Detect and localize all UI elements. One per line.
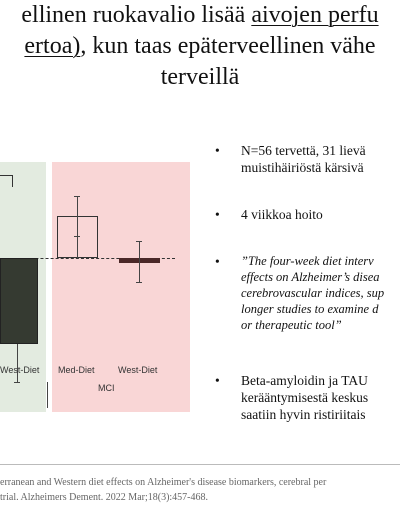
bullet-line: N=56 tervettä, 31 lievä <box>241 143 366 158</box>
title-line-1 <box>0 0 400 31</box>
errorbar-cap-mci-west-diet-top <box>136 241 142 242</box>
errorbar-cap-mci-med-diet-top <box>74 196 80 197</box>
bullet-marker: • <box>215 207 220 222</box>
bar-healthy-west-diet <box>0 258 38 344</box>
citation-line-2: trial. Alzheimers Dement. 2022 Mar;18(3):457-468. <box>0 492 209 503</box>
group-separator <box>47 382 48 408</box>
bullet-line: Beta-amyloidin ja TAU <box>241 373 368 388</box>
bullet-line: 4 viikkoa hoito <box>241 207 323 222</box>
bullet-text <box>241 253 400 333</box>
errorbar-cap-mci-med-diet-bottom <box>74 236 80 237</box>
bullet-line: longer studies to examine d <box>241 302 379 316</box>
bullet-line: saatiin hyvin ristiriitais <box>241 407 366 422</box>
title-line-2-text: , kun taas epäterveellinen vähe <box>80 33 376 59</box>
category-label-healthy-west-diet: West-Diet <box>0 365 40 375</box>
bullet-line: ”The four-week diet interv <box>241 254 374 268</box>
citation-line-1: erranean and Western diet effects on Alzheimer's disease biomarkers, cerebral per <box>0 477 327 488</box>
bullet-marker: • <box>215 143 220 158</box>
bullet-text <box>241 372 400 423</box>
bullet-marker: • <box>215 254 220 269</box>
bullet-line: or therapeutic tool” <box>241 318 342 332</box>
title-line-3: terveillä <box>160 64 240 90</box>
bullet-text <box>241 206 400 223</box>
bullet-line: cerebrovascular indices, sup <box>241 286 385 300</box>
bullet-marker: • <box>215 373 220 388</box>
significance-bracket-side <box>12 175 13 187</box>
footer-divider <box>0 464 400 465</box>
errorbar-cap-healthy-west-diet <box>14 382 20 383</box>
title-line-2 <box>0 31 400 62</box>
slide-title <box>0 0 400 93</box>
category-label-mci-med-diet: Med-Diet <box>58 365 95 375</box>
citation-footer <box>0 475 400 505</box>
bullet-text <box>241 142 400 176</box>
diet-effect-chart <box>0 162 190 412</box>
title-line-2-underlined: ertoa) <box>24 33 81 59</box>
errorbar-healthy-west-diet <box>17 344 18 382</box>
bullet-line: kerääntymisestä keskus <box>241 390 369 405</box>
title-line-1-text: ellinen ruokavalio lisää <box>21 2 252 28</box>
group-label-mci: MCI <box>98 383 115 393</box>
errorbar-mci-med-diet <box>77 196 78 258</box>
errorbar-mci-west-diet <box>139 241 140 282</box>
errorbar-cap-mci-west-diet-bottom <box>136 282 142 283</box>
bullet-line: muistihäiriöstä kärsivä <box>241 160 364 175</box>
title-line-1-underlined: aivojen perfu <box>251 2 379 28</box>
category-label-mci-west-diet: West-Diet <box>118 365 158 375</box>
bullet-line: effects on Alzheimer’s disea <box>241 270 380 284</box>
